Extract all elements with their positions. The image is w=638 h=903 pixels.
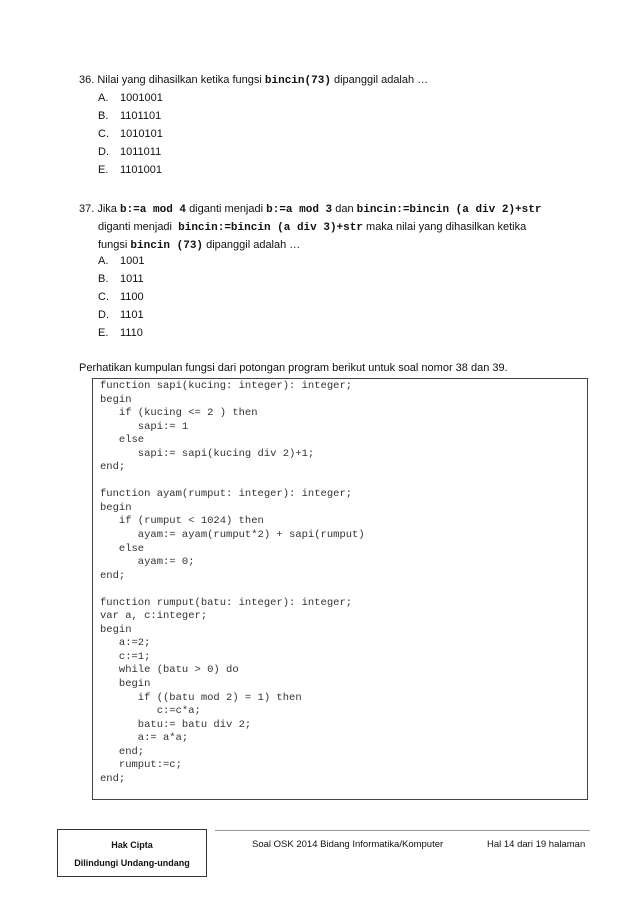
option-letter: E. [98,327,109,339]
option-value: 1110 [120,327,143,339]
option-letter: D. [98,309,109,321]
option-value: 1011011 [120,146,162,158]
answer-option [98,110,161,122]
inline-code: bincin:=bincin (a div 3)+str [178,222,363,234]
option-letter: C. [98,291,109,303]
inline-code: b:=a mod 4 [119,204,186,216]
option-value: 1010101 [120,128,163,140]
inline-code: bincin(73) [264,75,331,87]
copyright-line-2: Dilindungi Undang-undang [74,858,190,868]
option-letter: B. [98,110,109,122]
option-value: 1101001 [120,164,163,176]
question-text: dipanggil adalah … [333,74,429,86]
answer-option [98,128,163,140]
option-value: 1101 [120,309,144,321]
answer-option [98,164,162,176]
option-letter: D. [98,146,109,158]
question-text: Jika [97,203,117,215]
answer-option [98,273,144,285]
question-37-line-3 [98,238,300,253]
answer-option [98,146,161,158]
option-letter: B. [98,273,109,285]
question-text: maka nilai yang dihasilkan ketika [366,221,527,233]
question-text: dipanggil adalah … [206,239,301,251]
question-number: 36. [79,74,95,86]
answer-option [98,92,163,104]
question-36 [79,73,428,88]
question-text: diganti menjadi [189,203,264,215]
option-letter: C. [98,128,109,140]
answer-option [98,255,144,267]
footer-divider [215,830,590,831]
question-37-line-2 [98,220,526,235]
option-letter: A. [98,255,109,267]
code-listing: function sapi(kucing: integer): integer; begin if (kucing <= 2 ) then sapi:= 1 else sapi:= sapi(kucing div 2)+1; end; function ayam(rumput: integer): integer; begin if (rumput < 1024) then ayam:= ayam(rumput*2) + sapi(rumput) else ayam:= 0; end; function rumput(batu: integer): integer; var a, c:integer; begin a:=2; c:=1; while (batu > 0) do begin if ((batu mod 2) = 1) then c:=c*a; batu:= batu div 2; a:= a*a; end; rumput:=c; end; [100,380,365,785]
question-number: 37. [79,203,95,215]
inline-code: bincin:=bincin (a div 2)+str [356,204,542,216]
footer-page-number: Hal 14 dari 19 halaman [487,839,586,850]
footer-title: Soal OSK 2014 Bidang Informatika/Komputer [252,839,444,850]
question-text: fungsi [98,239,128,251]
question-text: Nilai yang dihasilkan ketika fungsi [97,74,262,86]
intro-text: Perhatikan kumpulan fungsi dari potongan program berikut untuk soal nomor 38 dan 39. [79,362,508,374]
answer-option [98,291,144,303]
answer-option [98,327,143,339]
question-text: diganti menjadi [98,221,172,233]
question-text: dan [335,203,354,215]
option-value: 1011 [120,273,144,285]
option-value: 1101101 [120,110,162,122]
option-value: 1001001 [120,92,163,104]
option-letter: A. [98,92,109,104]
inline-code: bincin (73) [130,240,204,252]
option-letter: E. [98,164,109,176]
copyright-line-1: Hak Cipta [111,840,153,850]
copyright-box [57,829,207,877]
answer-option [98,309,144,321]
inline-code: b:=a mod 3 [266,204,333,216]
option-value: 1001 [120,255,145,267]
option-value: 1100 [120,291,144,303]
question-37-line-1 [79,202,541,217]
